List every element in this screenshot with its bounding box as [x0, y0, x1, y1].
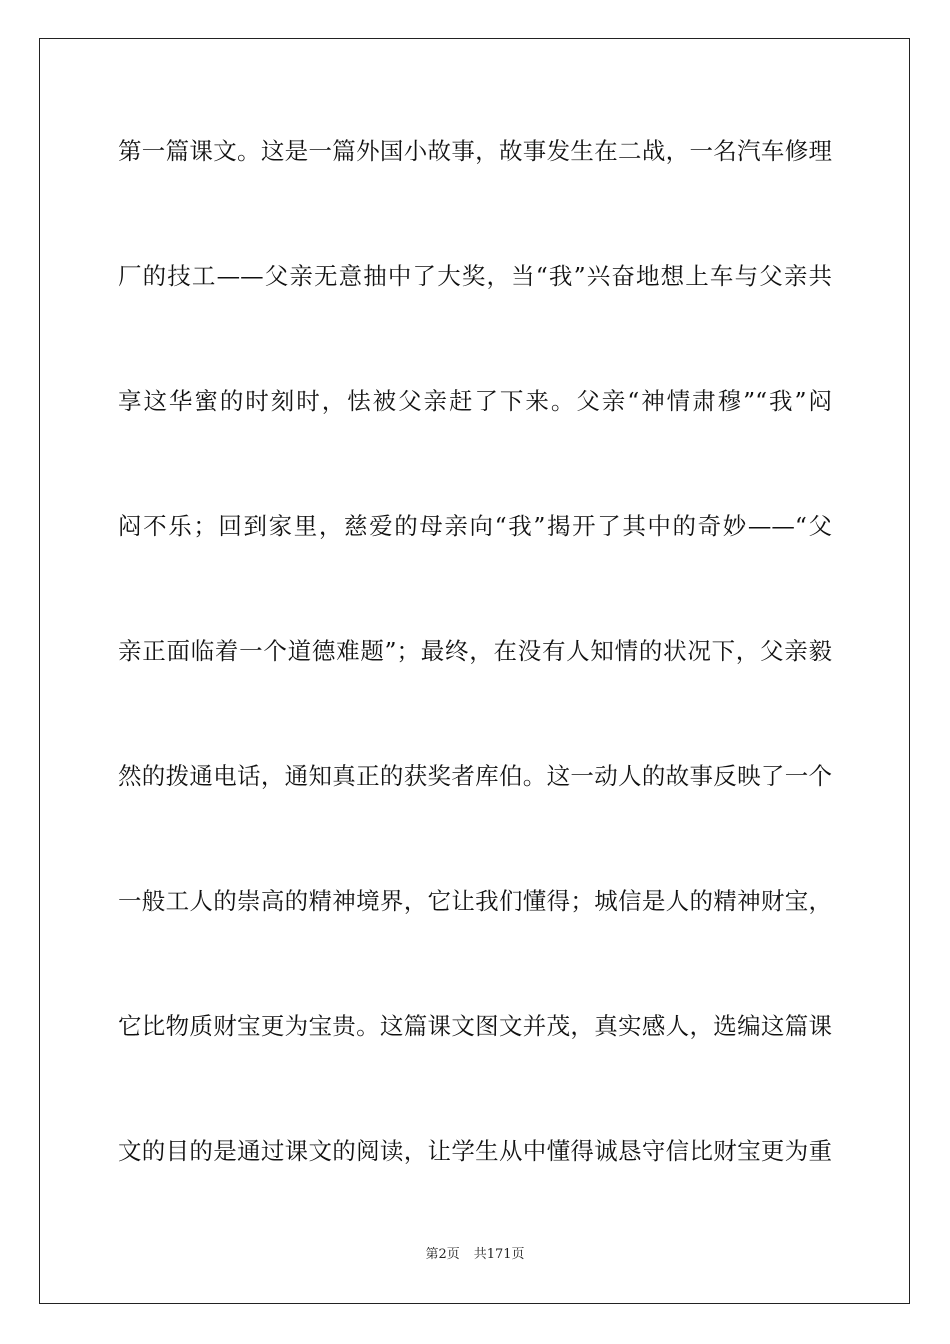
body-text-line-9: 文的目的是通过课文的阅读，让学生从中懂得诚恳守信比财宝更为重 [118, 1137, 832, 1165]
page-footer [0, 1246, 950, 1264]
page-number: 第2页 [425, 1247, 460, 1262]
body-text-line-2: 厂的技工——父亲无意抽中了大奖，当“我”兴奋地想上车与父亲共 [118, 262, 832, 290]
body-text-line-6: 然的拨通电话，通知真正的获奖者库伯。这一动人的故事反映了一个 [118, 762, 832, 790]
body-text-line-4: 闷不乐；回到家里，慈爱的母亲向“我”揭开了其中的奇妙——“父 [118, 512, 832, 540]
body-text-line-7: 一般工人的崇高的精神境界，它让我们懂得；城信是人的精神财宝， [118, 887, 832, 915]
page-frame [39, 38, 910, 1304]
body-text-line-1: 第一篇课文。这是一篇外国小故事，故事发生在二战，一名汽车修理 [118, 137, 832, 165]
page-total: 共171页 [473, 1247, 525, 1262]
body-text-line-3: 享这华蜜的时刻时，怯被父亲赶了下来。父亲“神情肃穆”“我”闷 [118, 387, 832, 415]
body-text-line-5: 亲正面临着一个道德难题”；最终，在没有人知情的状况下，父亲毅 [118, 637, 832, 665]
body-text-line-8: 它比物质财宝更为宝贵。这篇课文图文并茂，真实感人，选编这篇课 [118, 1012, 832, 1040]
